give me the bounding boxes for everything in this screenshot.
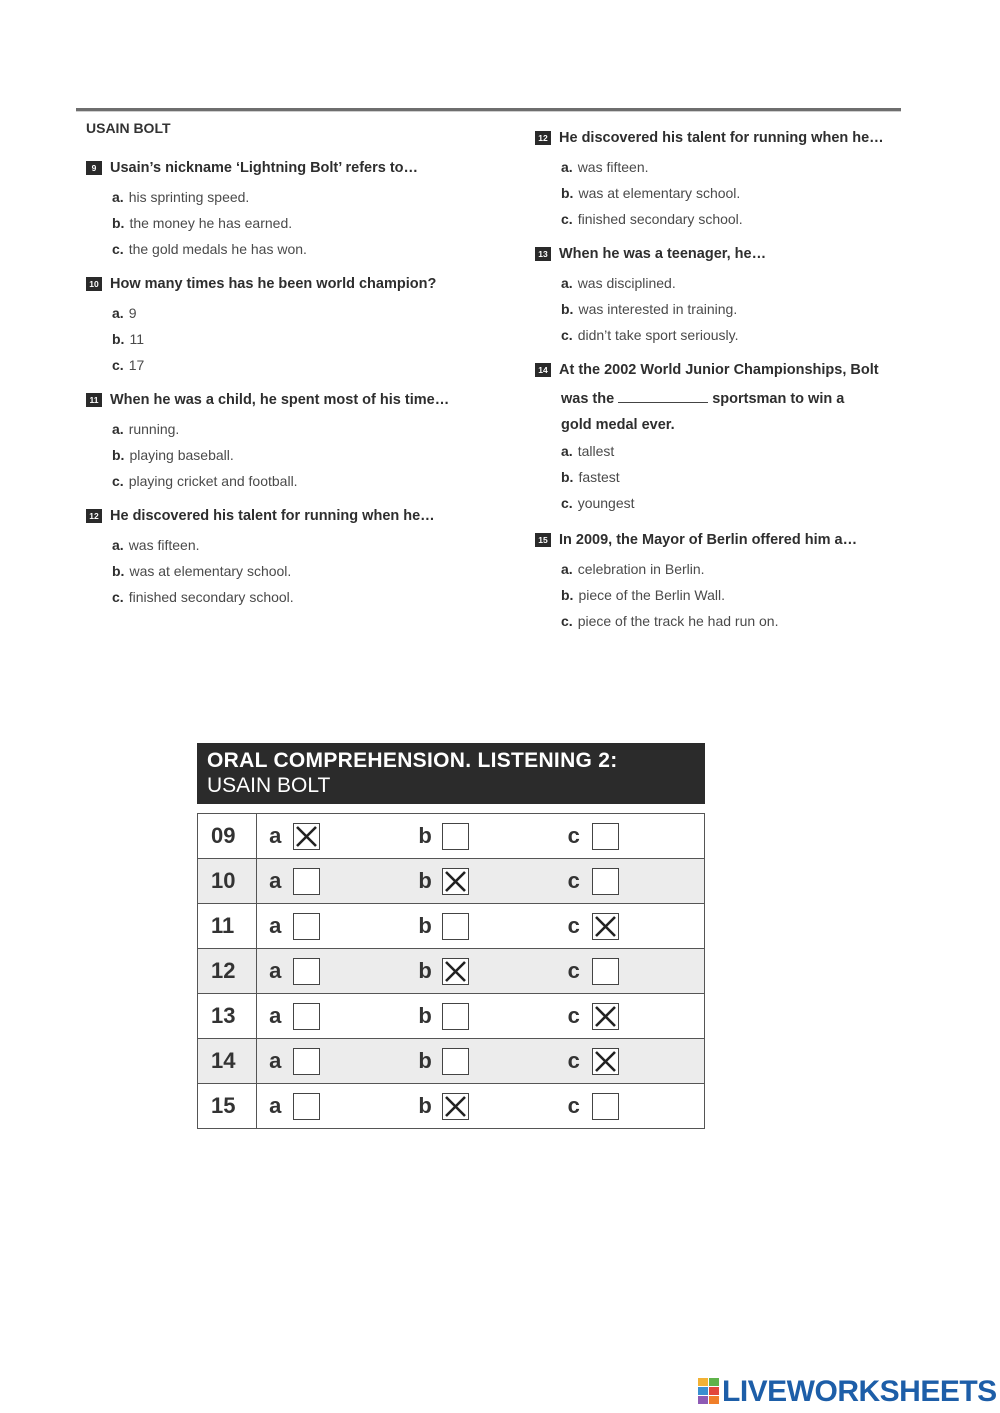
option[interactable]: a. was disciplined. (561, 275, 676, 291)
answer-checkbox[interactable] (293, 913, 320, 940)
answer-option-cell (406, 1084, 555, 1129)
question-number: 15 (535, 533, 551, 547)
option-letter: b (418, 1093, 432, 1118)
answer-checkbox[interactable] (442, 823, 469, 850)
answer-option-cell (257, 1039, 407, 1084)
question-13 (535, 244, 766, 348)
answer-option-cell (556, 1039, 705, 1084)
answer-checkbox[interactable] (442, 1003, 469, 1030)
answer-row (198, 904, 705, 949)
answer-checkbox[interactable] (592, 913, 619, 940)
answer-checkbox[interactable] (442, 913, 469, 940)
answer-row-number: 13 (198, 994, 257, 1039)
question-text: He discovered his talent for running when he… (110, 508, 435, 524)
check-x-icon (443, 869, 468, 894)
question-number: 14 (535, 363, 551, 377)
option-letter: c (567, 1003, 580, 1028)
answer-option-cell (257, 994, 407, 1039)
check-x-icon (593, 914, 618, 939)
option-letter: c (567, 1093, 580, 1118)
question-11 (86, 390, 449, 494)
answer-checkbox[interactable] (293, 1093, 320, 1120)
option-letter: c (567, 958, 580, 983)
option-letter: b (418, 913, 432, 938)
option[interactable]: b. the money he has earned. (112, 215, 293, 231)
option[interactable]: a. running. (112, 421, 180, 437)
option-letter: b (418, 868, 432, 893)
answer-row-number: 11 (198, 904, 257, 949)
answer-option-cell (406, 949, 555, 994)
option-letter: a (269, 1048, 282, 1073)
option-letter: b (418, 1048, 432, 1073)
answer-row (198, 949, 705, 994)
question-text: He discovered his talent for running when he… (559, 130, 884, 146)
answer-checkbox[interactable] (442, 1048, 469, 1075)
answer-checkbox[interactable] (592, 1048, 619, 1075)
answer-option-cell (406, 904, 555, 949)
check-x-icon (593, 1004, 618, 1029)
answer-checkbox[interactable] (293, 868, 320, 895)
option[interactable]: c. didn’t take sport seriously. (561, 327, 739, 343)
answer-row-number: 14 (198, 1039, 257, 1084)
option[interactable]: a. celebration in Berlin. (561, 561, 705, 577)
question-continuation-2: gold medal ever. (561, 417, 675, 433)
option[interactable]: a. was fifteen. (561, 159, 649, 175)
liveworksheets-logo (698, 1375, 997, 1409)
option[interactable]: c. youngest (561, 495, 635, 511)
answer-option-cell (406, 814, 555, 859)
answer-option-cell (257, 949, 407, 994)
option-letter: a (269, 868, 282, 893)
check-x-icon (443, 1094, 468, 1119)
question-continuation: was the sportsman to win a (561, 391, 845, 407)
question-number: 12 (86, 509, 102, 523)
question-10 (86, 274, 436, 378)
answer-row (198, 994, 705, 1039)
answer-option-cell (257, 904, 407, 949)
question-number: 11 (86, 393, 102, 407)
option[interactable]: a. his sprinting speed. (112, 189, 250, 205)
answer-option-cell (556, 1084, 705, 1129)
answer-checkbox[interactable] (592, 1093, 619, 1120)
option-letter: c (567, 823, 580, 848)
answer-option-cell (257, 1084, 407, 1129)
answer-option-cell (556, 814, 705, 859)
option[interactable]: b. fastest (561, 469, 620, 485)
answer-card-header (197, 743, 705, 804)
option[interactable]: b. piece of the Berlin Wall. (561, 587, 726, 603)
option-letter: a (269, 823, 282, 848)
question-14 (535, 360, 879, 516)
check-x-icon (593, 1049, 618, 1074)
option-letter: b (418, 823, 432, 848)
answer-checkbox[interactable] (442, 1093, 469, 1120)
question-12-right (535, 128, 884, 232)
answer-row-number: 10 (198, 859, 257, 904)
option[interactable]: b. playing baseball. (112, 447, 234, 463)
answer-row-number: 09 (198, 814, 257, 859)
option[interactable]: c. 17 (112, 357, 145, 373)
answer-option-cell (257, 814, 407, 859)
question-15 (535, 530, 857, 634)
answer-checkbox[interactable] (592, 823, 619, 850)
answer-checkbox[interactable] (293, 1003, 320, 1030)
answer-row (198, 1084, 705, 1129)
question-12-left (86, 506, 435, 610)
answer-checkbox[interactable] (293, 1048, 320, 1075)
answer-option-cell (556, 994, 705, 1039)
option-letter: b (418, 958, 432, 983)
answer-row (198, 1039, 705, 1084)
top-rule (76, 108, 901, 112)
option[interactable]: b. 11 (112, 331, 144, 347)
option-letter: c (567, 868, 580, 893)
option[interactable]: a. tallest (561, 443, 615, 459)
option[interactable]: c. finished secondary school. (561, 211, 743, 227)
option[interactable]: a. 9 (112, 305, 137, 321)
option[interactable]: b. was at elementary school. (561, 185, 741, 201)
answer-row (198, 814, 705, 859)
question-text: How many times has he been world champion? (110, 276, 437, 292)
question-text: At the 2002 World Junior Championships, Bolt (559, 362, 879, 378)
answer-checkbox[interactable] (592, 868, 619, 895)
option[interactable]: c. playing cricket and football. (112, 473, 298, 489)
answer-option-cell (257, 859, 407, 904)
answer-card-subtitle: USAIN BOLT (207, 774, 331, 797)
option-letter: b (418, 1003, 432, 1028)
answer-option-cell (406, 1039, 555, 1084)
option[interactable]: c. piece of the track he had run on. (561, 613, 779, 629)
answer-table (197, 813, 705, 1129)
answer-option-cell (556, 859, 705, 904)
question-number: 10 (86, 277, 102, 291)
section-title: USAIN BOLT (86, 120, 171, 136)
option-letter: a (269, 913, 282, 938)
question-number: 13 (535, 247, 551, 261)
question-text: When he was a teenager, he… (559, 246, 767, 262)
answer-blank[interactable] (618, 390, 708, 403)
check-x-icon (294, 824, 319, 849)
question-text: Usain’s nickname ‘Lightning Bolt’ refers to… (110, 160, 419, 176)
answer-option-cell (556, 904, 705, 949)
answer-option-cell (406, 859, 555, 904)
question-number: 9 (86, 161, 102, 175)
answer-row-number: 15 (198, 1084, 257, 1129)
option-letter: a (269, 1003, 282, 1028)
option[interactable]: c. the gold medals he has won. (112, 241, 307, 257)
option[interactable]: a. was fifteen. (112, 537, 200, 553)
check-x-icon (443, 959, 468, 984)
option-letter: a (269, 958, 282, 983)
liveworksheets-logo-mark (698, 1378, 720, 1406)
answer-row-number: 12 (198, 949, 257, 994)
answer-option-cell (406, 994, 555, 1039)
option[interactable]: b. was at elementary school. (112, 563, 292, 579)
answer-checkbox[interactable] (442, 958, 469, 985)
answer-checkbox[interactable] (442, 868, 469, 895)
option-letter: a (269, 1093, 282, 1118)
option-letter: c (567, 1048, 580, 1073)
liveworksheets-logo-text: LIVEWORKSHEETS (722, 1375, 997, 1408)
answer-checkbox[interactable] (293, 823, 320, 850)
answer-option-cell (556, 949, 705, 994)
question-9 (86, 158, 418, 262)
option[interactable]: c. finished secondary school. (112, 589, 294, 605)
answer-card-title: ORAL COMPREHENSION. LISTENING 2: (207, 749, 618, 772)
question-number: 12 (535, 131, 551, 145)
answer-row (198, 859, 705, 904)
option-letter: c (567, 913, 580, 938)
answer-checkbox[interactable] (293, 958, 320, 985)
answer-checkbox[interactable] (592, 1003, 619, 1030)
option[interactable]: b. was interested in training. (561, 301, 738, 317)
question-text: In 2009, the Mayor of Berlin offered him a… (559, 532, 858, 548)
answer-checkbox[interactable] (592, 958, 619, 985)
question-text: When he was a child, he spent most of his time… (110, 392, 450, 408)
